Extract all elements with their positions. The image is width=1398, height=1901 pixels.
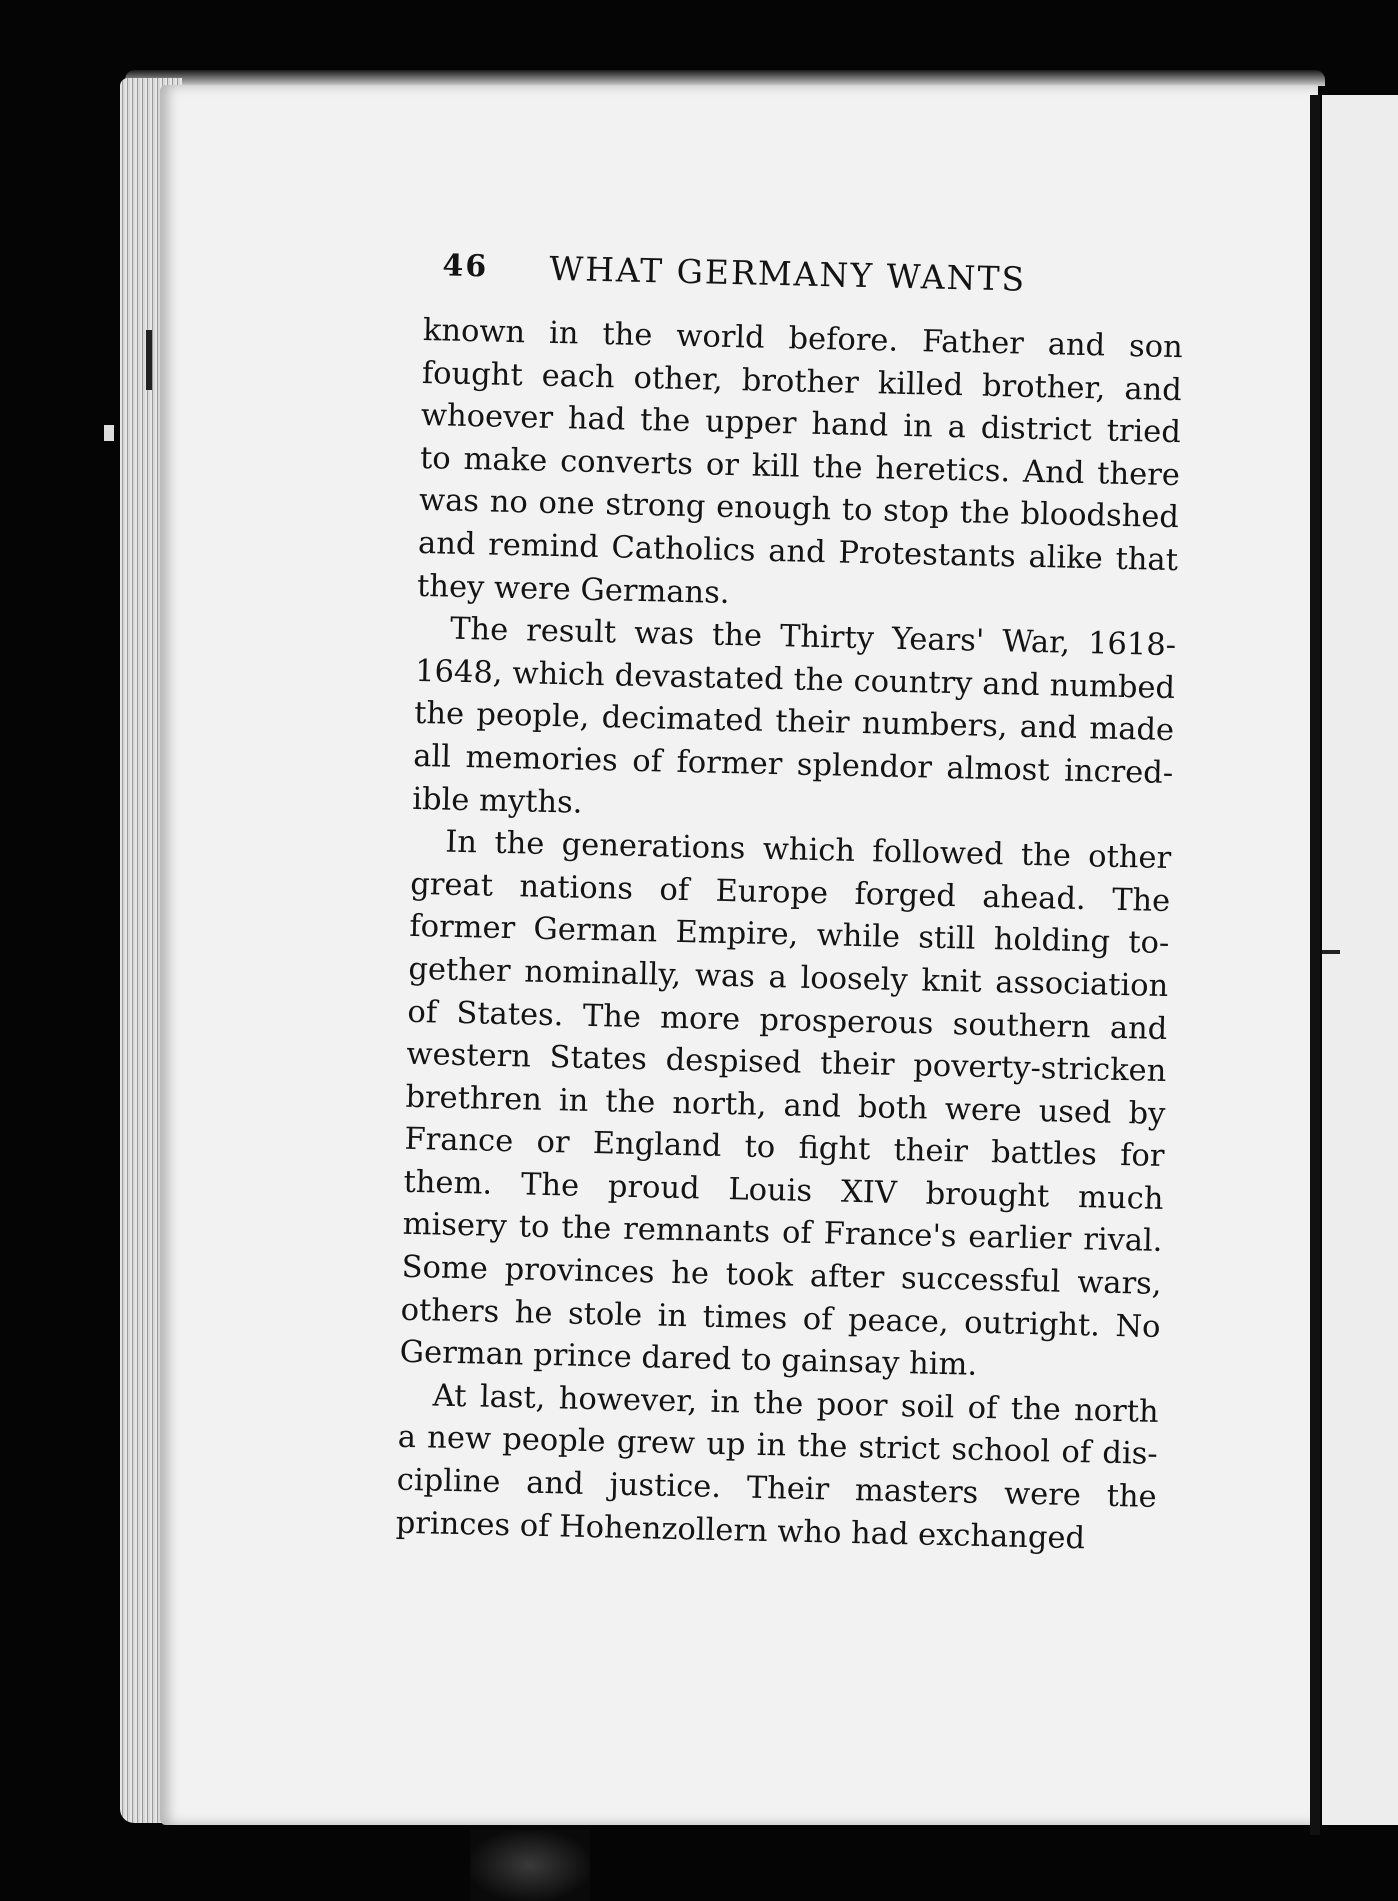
book-top-edge <box>125 70 1325 86</box>
bottom-smudge <box>470 1830 590 1901</box>
edge-tick <box>146 330 152 390</box>
text-line: 1648, which devastated the country and numbed <box>414 653 1176 706</box>
text-line: others he stole in times of peace, outright. No <box>400 1292 1161 1345</box>
margin-mark <box>104 425 114 441</box>
text-line: a new people grew up in the strict school of dis- <box>397 1420 1159 1473</box>
running-title: WHAT GERMANY WANTS <box>548 248 1027 299</box>
paragraph <box>399 821 1171 1392</box>
page-number: 46 <box>442 248 489 285</box>
text-line: gether nominally, was a loosely knit association <box>408 951 1169 1004</box>
paragraph <box>395 1375 1159 1563</box>
body-text <box>395 310 1183 1562</box>
text-line: France or England to fight their battles for <box>404 1122 1165 1175</box>
text-line: of States. The more prosperous southern and <box>407 994 1168 1047</box>
text-line: In the generations which followed the other <box>444 824 1172 877</box>
text-line: fought each other, brother killed brother, and <box>421 355 1183 408</box>
text-line: they were Germans. <box>416 568 730 611</box>
text-line: brethren in the north, and both were used by <box>405 1079 1166 1132</box>
facing-page-mark <box>1322 950 1340 954</box>
text-line: known in the world before. Father and son <box>422 312 1184 366</box>
text-line: At last, however, in the poor soil of the north <box>432 1378 1159 1430</box>
text-line: former German Empire, while still holding to- <box>409 909 1170 962</box>
text-line: all memories of former splendor almost incred- <box>412 738 1174 792</box>
text-line: princes of Hohenzollern who had exchanged <box>395 1505 1086 1556</box>
paragraph <box>412 608 1177 838</box>
text-line: western States despised their poverty-stricken <box>406 1036 1167 1090</box>
text-line: ible myths. <box>411 781 583 821</box>
text-line: Some provinces he took after successful wars, <box>401 1249 1162 1303</box>
text-line: them. The proud Louis XIV brought much <box>403 1164 1164 1217</box>
text-line: was no one strong enough to stop the bloodshed <box>418 483 1180 536</box>
text-line: The result was the Thirty Years' War, 1618- <box>449 611 1177 664</box>
text-line: cipline and justice. Their masters were the <box>396 1462 1158 1515</box>
text-line: misery to the remnants of France's earlier rival. <box>402 1207 1163 1260</box>
text-line: German prince dared to gainsay him. <box>399 1334 978 1384</box>
page-text-block <box>395 240 1184 1562</box>
text-line: the people, decimated their numbers, and made <box>413 696 1175 749</box>
facing-page <box>1322 95 1398 1825</box>
text-line: to make converts or kill the heretics. And there <box>419 440 1181 493</box>
text-line: whoever had the upper hand in a district tried <box>420 398 1182 451</box>
paragraph <box>417 310 1184 625</box>
text-line: great nations of Europe forged ahead. The <box>409 866 1171 919</box>
text-line: and remind Catholics and Protestants alike that <box>417 525 1179 579</box>
book-gutter <box>1310 95 1320 1835</box>
